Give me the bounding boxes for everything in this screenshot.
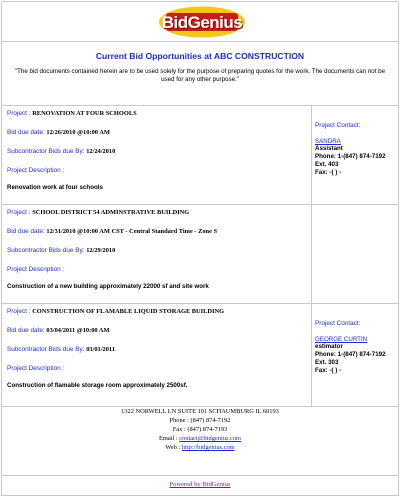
- phone-label: Phone:: [315, 153, 336, 160]
- contact-fax: [315, 367, 396, 375]
- company-footer: [2, 407, 398, 452]
- project-details: [2, 205, 312, 303]
- project-description: Construction of flamable storage room approximately 2500sf.: [7, 382, 188, 389]
- fax-value: -( ) -: [329, 169, 342, 176]
- logo-row: [2, 2, 398, 42]
- fax-label: Fax:: [315, 169, 328, 176]
- footer-web-label: Web :: [165, 444, 181, 451]
- project-name: CONSTRUCTION OF FLAMABLE LIQUID STORAGE BUILDING: [32, 308, 225, 315]
- project-label: Project :: [7, 110, 31, 117]
- contact-title: Assistant: [315, 145, 343, 152]
- project-label: Project :: [7, 209, 31, 216]
- bid-due-date: 12/26/2010 @10:00 AM: [46, 129, 110, 136]
- footer-fax-label: Fax :: [172, 426, 186, 433]
- project-name: SCHOOL DISTRICT 54 ADMINSTRATIVE BUILDING: [32, 209, 190, 216]
- footer-phone: [2, 416, 398, 425]
- contact-fax: [315, 169, 396, 177]
- contact-phone: [315, 351, 396, 367]
- sub-bids-due-label: Subcontractor Bids due By:: [7, 148, 85, 155]
- footer-phone-label: Phone :: [169, 417, 189, 424]
- page-header: [2, 51, 398, 106]
- contact-name-link[interactable]: SANDRA: [315, 138, 341, 145]
- phone-label: Phone:: [315, 351, 336, 358]
- fax-label: Fax:: [315, 367, 328, 374]
- project-contact-label: Project Contact:: [315, 320, 361, 327]
- powered-by-bar: [2, 475, 398, 495]
- project-description-label: Project Description :: [7, 365, 65, 372]
- contact-name-link[interactable]: GEORGE CURTIN: [315, 336, 368, 343]
- phone-value: 1-(847) 874-7192 Ext. 303: [315, 351, 386, 366]
- footer-phone-value: (847) 874-7192: [190, 417, 231, 424]
- project-description: Construction of a new building approximately 22000 sf and site work: [7, 283, 209, 290]
- project-contact-label: Project Contact:: [315, 122, 361, 129]
- footer-email-link[interactable]: contact@bidgenius.com: [179, 435, 242, 442]
- project-details: [2, 106, 312, 204]
- powered-by-link[interactable]: Powered by BidGenius: [169, 481, 231, 488]
- project-description-label: Project Description :: [7, 266, 65, 273]
- page-title: Current Bid Opportunities at ABC CONSTRUCTION: [95, 51, 305, 61]
- project-row: [2, 304, 398, 407]
- bid-due-date: 12/31/2010 @10:00 AM CST - Central Standard Time - Zone S: [46, 228, 218, 235]
- project-details: [2, 304, 312, 406]
- footer-fax-value: (847) 874-7193: [187, 426, 228, 433]
- project-description-label: Project Description :: [7, 167, 65, 174]
- bid-due-label: Bid due date:: [7, 129, 45, 136]
- footer-email: [2, 434, 398, 443]
- project-row: [2, 106, 398, 205]
- project-contact: [313, 304, 398, 406]
- contact-title: estimator: [315, 343, 343, 350]
- sub-bids-due-date: 12/29/2010: [86, 247, 116, 254]
- project-contact: [313, 106, 398, 204]
- project-name: RENOVATION AT FOUR SCHOOLS: [32, 110, 137, 117]
- sub-bids-due-date: 12/24/2010: [86, 148, 116, 155]
- project-description: Renovation work at four schools: [7, 184, 103, 191]
- sub-bids-due-label: Subcontractor Bids due By:: [7, 346, 85, 353]
- project-contact-empty: [313, 205, 398, 303]
- footer-web: [2, 443, 398, 452]
- fax-value: -( ) -: [329, 367, 342, 374]
- projects-table: [2, 106, 398, 407]
- footer-email-label: Email :: [158, 435, 178, 442]
- usage-notice: "The bid documents contained herein are to be used solely for the purpose of preparing quotes for the work. The documents can not be used for any other purpose.": [14, 68, 386, 83]
- bidgenius-logo[interactable]: [158, 6, 246, 38]
- footer-fax: [2, 425, 398, 434]
- bid-due-label: Bid due date:: [7, 228, 45, 235]
- sub-bids-due-label: Subcontractor Bids due By:: [7, 247, 85, 254]
- project-row: [2, 205, 398, 304]
- contact-phone: [315, 153, 396, 169]
- project-label: Project :: [7, 308, 31, 315]
- footer-address: 1322 NORWELL LN SUITE 101 SCHAUMBURG IL 60193: [121, 408, 279, 415]
- bid-due-date: 03/04/2011 @10:00 AM: [46, 327, 110, 334]
- footer-web-link[interactable]: http://bidgenius.com: [181, 444, 235, 451]
- logo-text: BidGenius: [161, 13, 243, 32]
- bid-due-label: Bid due date:: [7, 327, 45, 334]
- sub-bids-due-date: 03/01/2011: [86, 346, 115, 353]
- page-container: [1, 1, 399, 496]
- phone-value: 1-(847) 874-7192 Ext. 403: [315, 153, 386, 168]
